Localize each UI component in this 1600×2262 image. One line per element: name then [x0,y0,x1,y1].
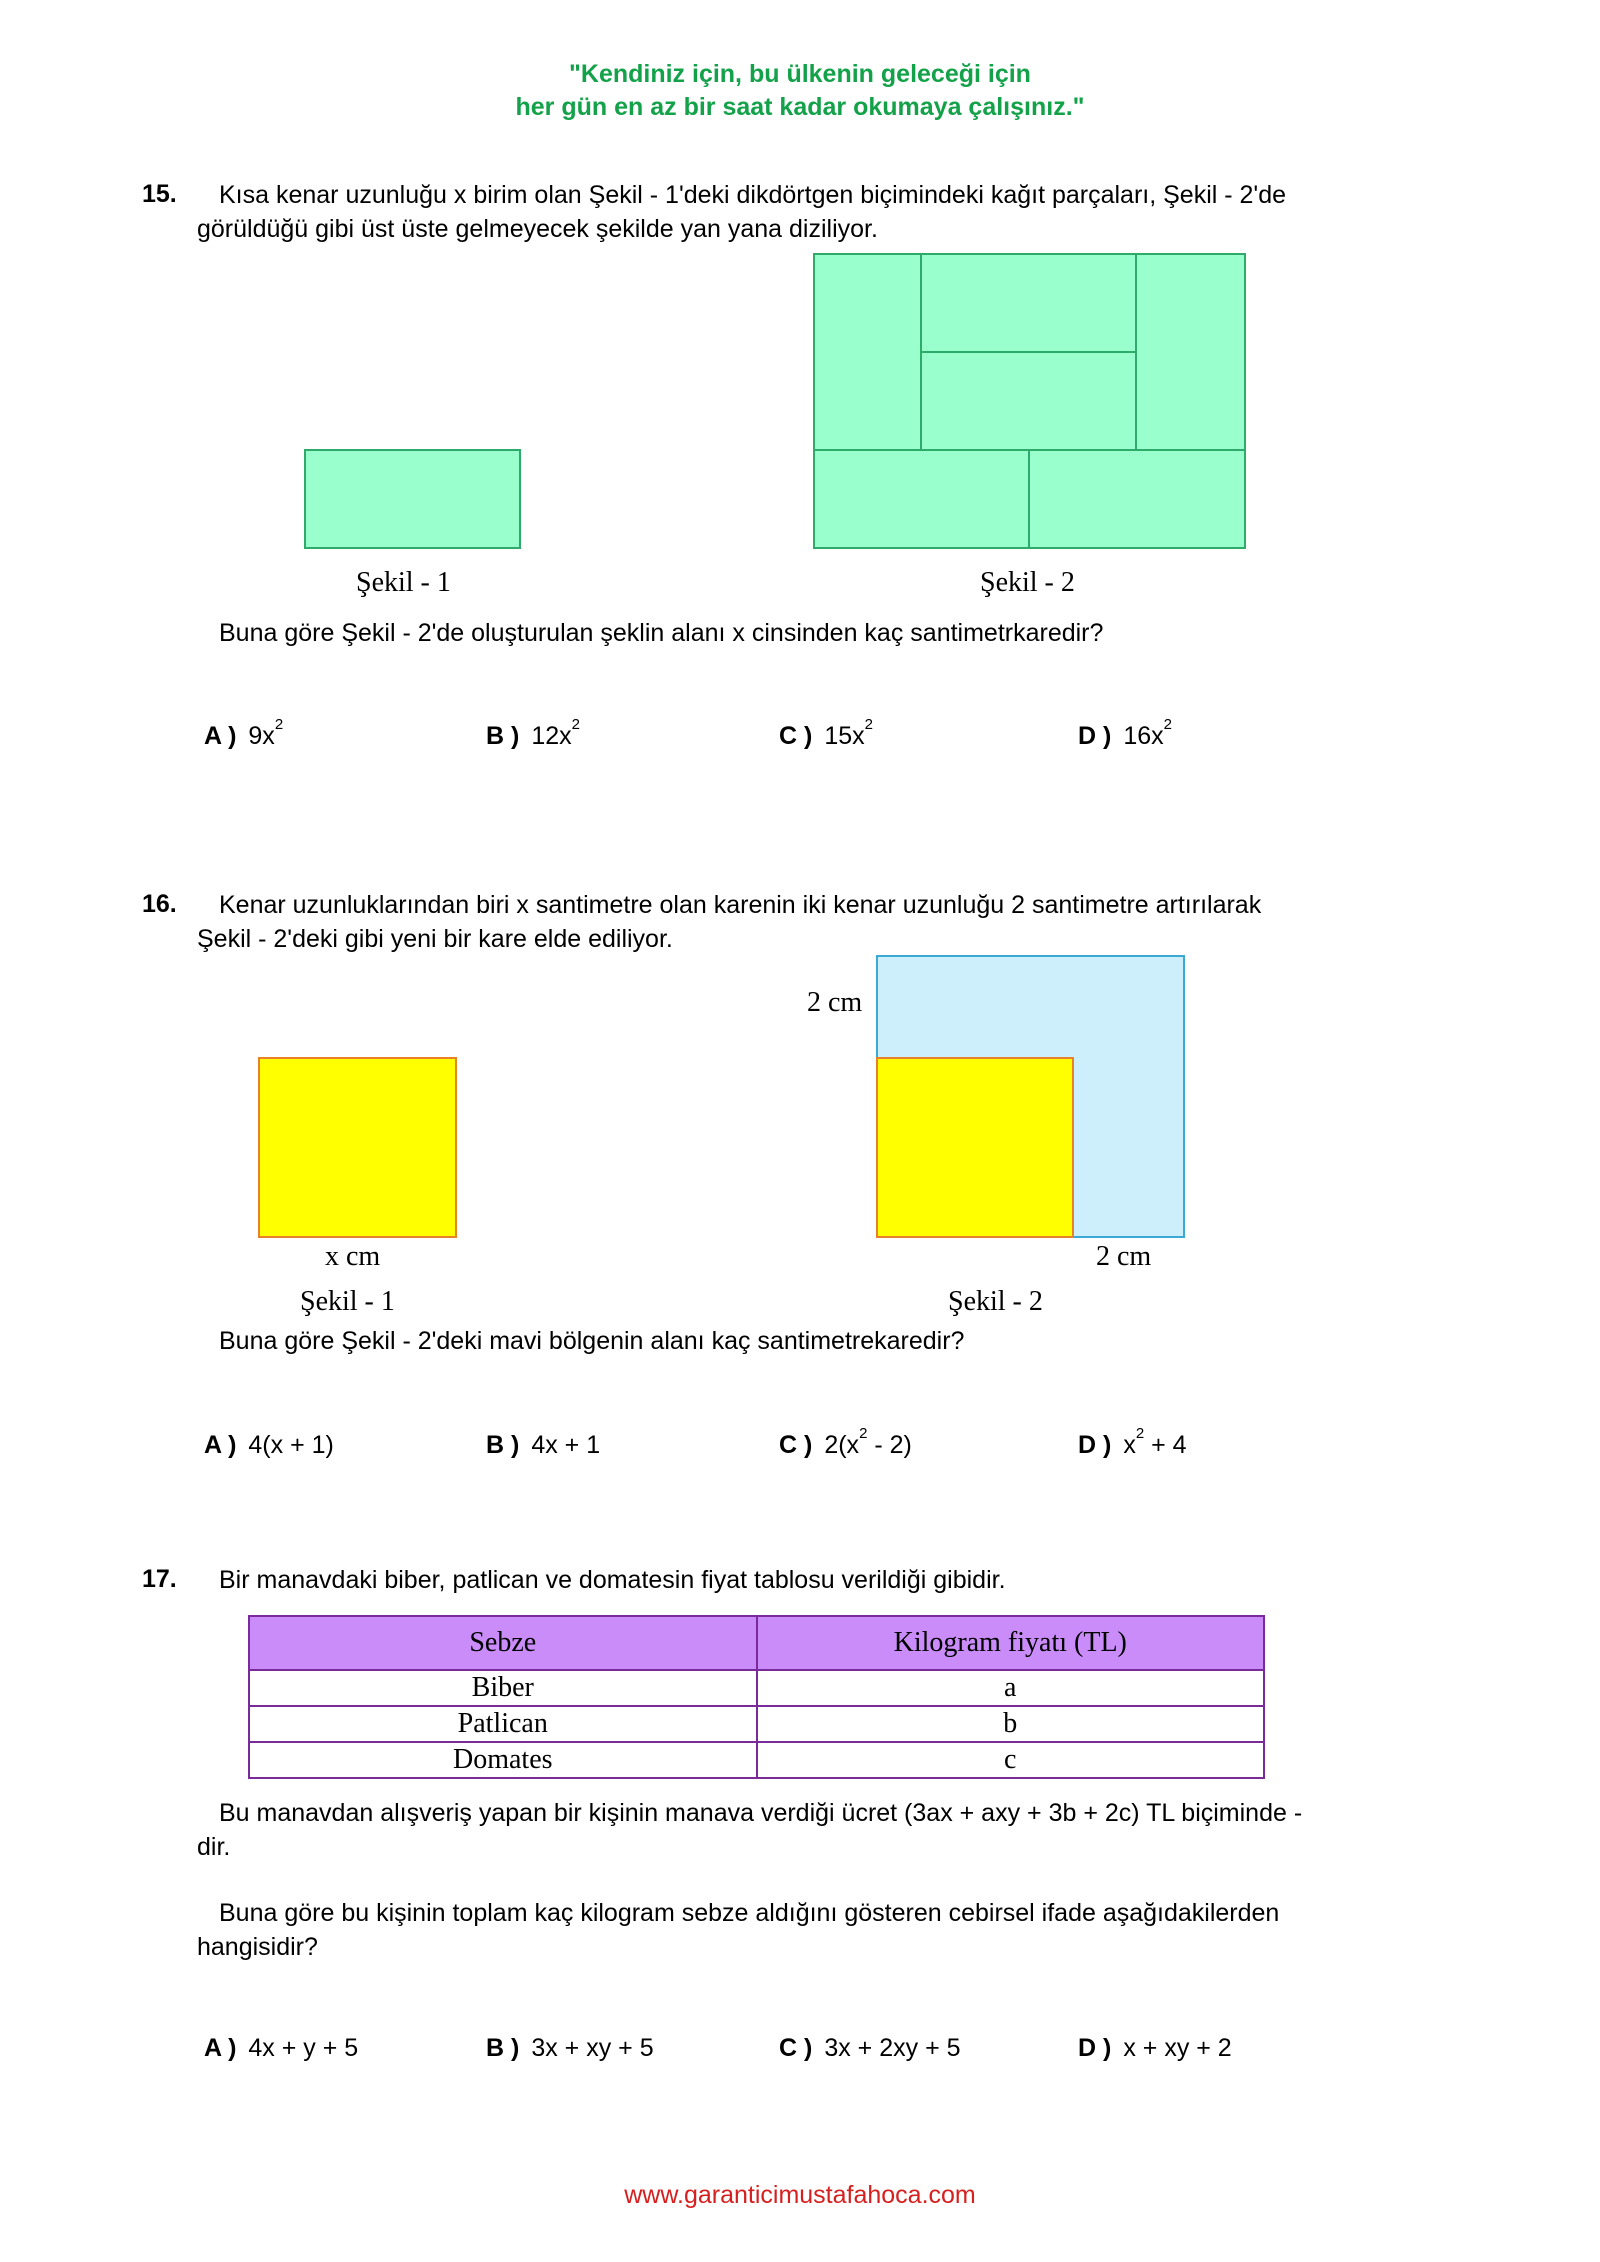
table-cell: c [757,1742,1265,1778]
question-text: görüldüğü gibi üst üste gelmeyecek şekilde yan yana diziliyor. [197,215,878,243]
option-a[interactable]: A ) 4x + y + 5 [204,2034,359,2062]
option-d[interactable]: D ) x + xy + 2 [1078,2034,1232,2062]
rectangle-piece [1136,254,1245,450]
table-cell: Patlican [249,1706,757,1742]
square-x [259,1058,456,1237]
motto-line-1: "Kendiniz için, bu ülkenin geleceği için [569,60,1031,88]
rectangle-piece [1029,450,1245,548]
option-d[interactable]: D ) $x^2 + 4$ [1078,1425,1187,1459]
figure-label: Şekil - 2 [980,567,1075,598]
figure-label: Şekil - 1 [300,1286,395,1317]
rectangle-piece [814,450,1029,548]
question-text: Kenar uzunluklarından biri x santimetre olan karenin iki kenar uzunluğu 2 santimetre artırılarak [219,891,1262,919]
question-number: 16. [142,890,177,918]
rectangle-piece [921,352,1136,450]
question-text: hangisidir? [197,1933,318,1961]
option-c[interactable]: C ) $2(x^2 - 2)$ [779,1425,912,1459]
dimension-label: 2 cm [1096,1241,1152,1272]
table-row [249,1670,1264,1706]
table-row [249,1742,1264,1778]
table-header-row [249,1616,1264,1670]
q15-figure-2 [814,254,1245,548]
table-cell: Biber [249,1670,757,1706]
question-number: 15. [142,180,177,208]
q15-figures [0,0,1600,620]
price-table [248,1615,1265,1779]
motto-line-2: her gün en az bir saat kadar okumaya çalışınız." [515,93,1085,121]
figure-label: Şekil - 2 [948,1286,1043,1317]
figure-label: Şekil - 1 [356,567,451,598]
table-header: Kilogram fiyatı (TL) [757,1616,1265,1670]
option-b[interactable]: B ) 3x + xy + 5 [486,2034,654,2062]
option-c[interactable]: C ) 3x + 2xy + 5 [779,2034,961,2062]
rectangle-piece [814,254,921,450]
table-row [249,1706,1264,1742]
option-d[interactable]: D ) $16x^2$ [1078,716,1172,750]
question-text: Kısa kenar uzunluğu x birim olan Şekil - 1'deki dikdörtgen biçimindeki kağıt parçaları, Şekil - 2'de [219,181,1287,209]
question-text: Bir manavdaki biber, patlican ve domatesin fiyat tablosu verildiği gibidir. [219,1566,1006,1594]
footer-url[interactable]: www.garanticimustafahoca.com [624,2181,976,2209]
option-a[interactable]: A ) $9x^2$ [204,716,284,750]
dimension-label: 2 cm [807,987,863,1018]
option-b[interactable]: B ) $12x^2$ [486,716,580,750]
table-cell: Domates [249,1742,757,1778]
question-text: Buna göre bu kişinin toplam kaç kilogram sebze aldığını gösteren cebirsel ifade aşağıdakilerden [219,1899,1280,1927]
option-c[interactable]: C ) $15x^2$ [779,716,873,750]
table-cell: b [757,1706,1265,1742]
question-prompt: Buna göre Şekil - 2'de oluşturulan şeklin alanı x cinsinden kaç santimetrkaredir? [219,619,1104,647]
q16-figures [0,900,1600,1250]
yellow-square-inner [877,1058,1073,1237]
table-cell: a [757,1670,1265,1706]
table-header: Sebze [249,1616,757,1670]
option-b[interactable]: B ) 4x + 1 [486,1431,601,1459]
question-text: Bu manavdan alışveriş yapan bir kişinin manava verdiği ücret (3ax + axy + 3b + 2c) TL biçiminde - [219,1799,1303,1827]
option-a[interactable]: A ) 4(x + 1) [204,1431,334,1459]
rectangle-piece [921,254,1136,352]
rectangle-piece [305,450,520,548]
question-prompt: Buna göre Şekil - 2'deki mavi bölgenin alanı kaç santimetrekaredir? [219,1327,965,1355]
dimension-label: x cm [325,1241,381,1272]
question-text: dir. [197,1833,231,1861]
q15-figure-1 [305,450,520,548]
question-text: Şekil - 2'deki gibi yeni bir kare elde ediliyor. [197,925,673,953]
question-number: 17. [142,1565,177,1593]
